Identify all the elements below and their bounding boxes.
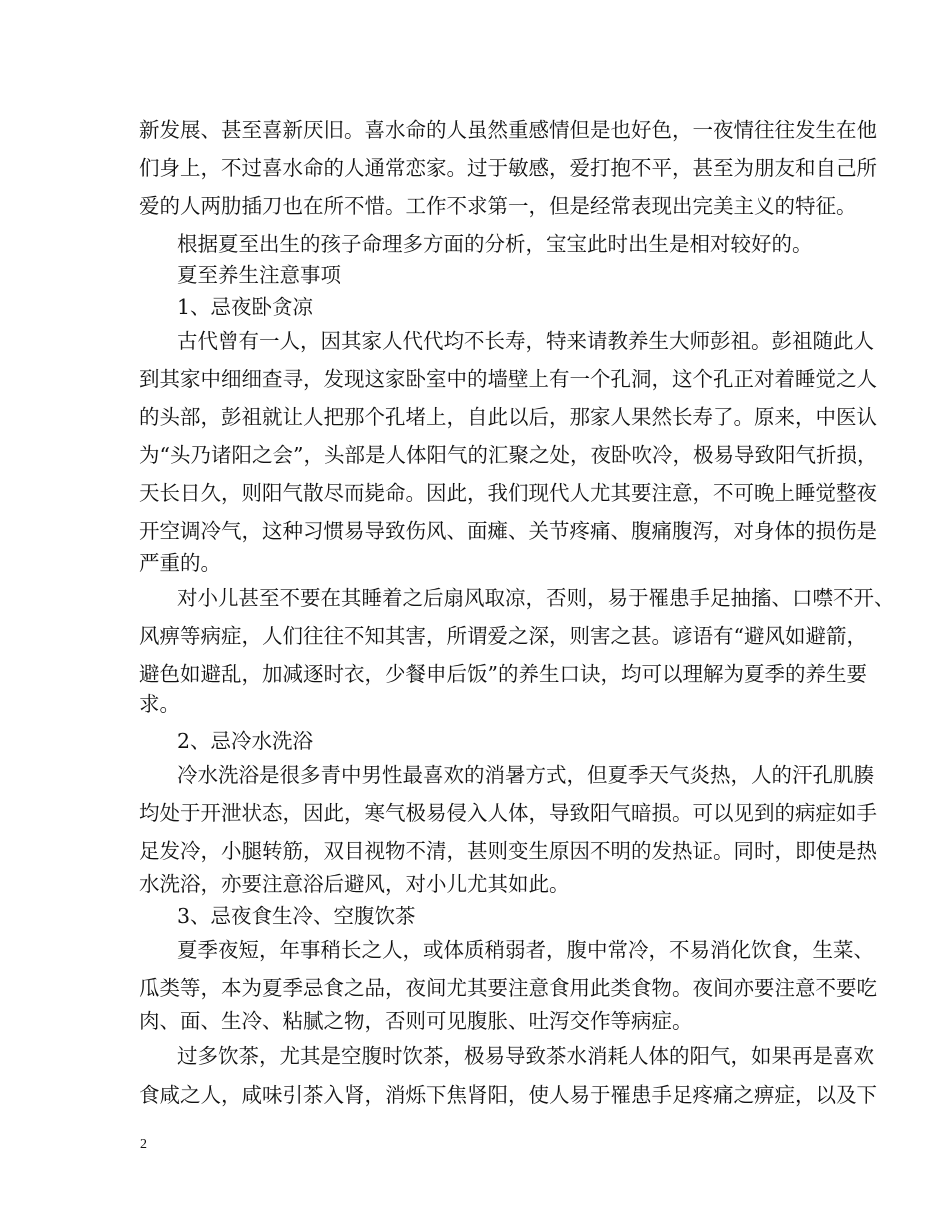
section-heading: 夏至养生注意事项 [177, 263, 341, 287]
text-line: 求。 [139, 692, 180, 716]
text-line: 开空调冷气，这种习惯易导致伤风、面瘫、关节疼痛、腹痛腹泻，对身体的损伤是 [139, 519, 877, 543]
text-line: 们身上，不过喜水命的人通常恋家。过于敏感，爱打抱不平，甚至为朋友和自己所 [139, 156, 877, 180]
section-heading: 2、忌冷水洗浴 [177, 729, 314, 753]
text-line: 风痹等病症，人们往往不知其害，所谓爱之深，则害之甚。谚语有“避风如避箭， [139, 624, 867, 648]
text-line: 夏季夜短，年事稍长之人，或体质稍弱者，腹中常冷，不易消化饮食，生菜、 [177, 938, 874, 962]
text-line: 肉、面、生冷、粘腻之物，否则可见腹胀、吐泻交作等病症。 [139, 1009, 693, 1033]
text-line: 为“头乃诸阳之会”，头部是人体阳气的汇聚之处，夜卧吹冷，极易导致阳气折损， [139, 443, 878, 467]
text-line: 足发冷，小腿转筋，双目视物不清，甚则变生原因不明的发热证。同时，即使是热 [139, 839, 877, 863]
section-heading: 1、忌夜卧贪凉 [177, 295, 314, 319]
text-line: 水洗浴，亦要注意浴后避风，对小儿尤其如此。 [139, 872, 570, 896]
text-line: 到其家中细细查寻，发现这家卧室中的墙壁上有一个孔洞，这个孔正对着睡觉之人 [139, 367, 877, 391]
page-number: 2 [140, 1137, 147, 1152]
text-line: 过多饮茶，尤其是空腹时饮茶，极易导致茶水消耗人体的阳气，如果再是喜欢 [177, 1044, 874, 1068]
text-line: 根据夏至出生的孩子命理多方面的分析，宝宝此时出生是相对较好的。 [177, 232, 813, 256]
text-line: 的头部，彭祖就让人把那个孔堵上，自此以后，那家人果然长寿了。原来，中医认 [139, 405, 877, 429]
text-line: 天长日久，则阳气散尽而毙命。因此，我们现代人尤其要注意，不可晚上睡觉整夜 [139, 481, 877, 505]
text-line: 对小儿甚至不要在其睡着之后扇风取凉，否则，易于罹患手足抽搐、口噤不开、 [177, 586, 895, 610]
section-heading: 3、忌夜食生冷、空腹饮茶 [177, 904, 416, 928]
text-line: 古代曾有一人，因其家人代代均不长寿，特来请教养生大师彭祖。彭祖随此人 [177, 329, 874, 353]
text-line: 瓜类等，本为夏季忌食之品，夜间尤其要注意食用此类食物。夜间亦要注意不要吃 [139, 976, 877, 1000]
text-line: 均处于开泄状态，因此，寒气极易侵入人体，导致阳气暗损。可以见到的病症如手 [139, 801, 877, 825]
text-line: 冷水洗浴是很多青中男性最喜欢的消暑方式，但夏季天气炎热，人的汗孔肌腠 [177, 763, 874, 787]
text-line: 避色如避乱，加减逐时衣，少餐申后饭”的养生口诀，均可以理解为夏季的养生要 [139, 662, 867, 686]
text-line: 食咸之人，咸味引茶入肾，消烁下焦肾阳，使人易于罹患手足疼痛之痹症，以及下 [139, 1083, 877, 1107]
text-line: 新发展、甚至喜新厌旧。喜水命的人虽然重感情但是也好色，一夜情往往发生在他 [139, 118, 877, 142]
text-line: 严重的。 [139, 551, 221, 575]
text-line: 爱的人两肋插刀也在所不惜。工作不求第一，但是经常表现出完美主义的特征。 [139, 194, 857, 218]
